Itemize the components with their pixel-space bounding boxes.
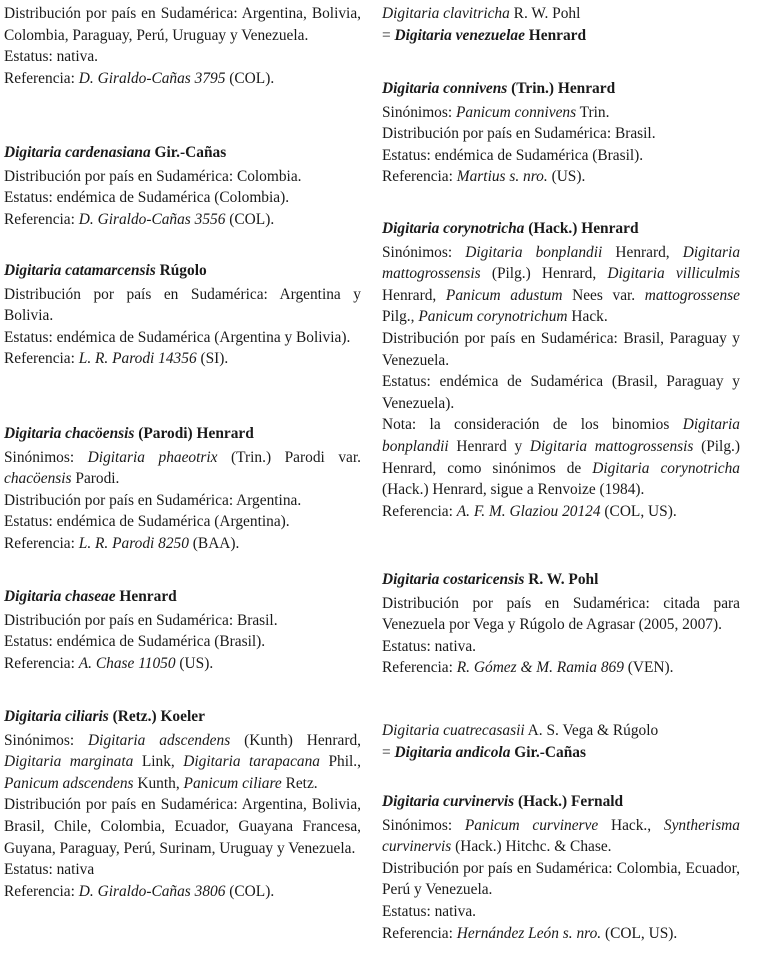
text-segment: Digitaria chacöensis	[4, 425, 135, 442]
text-segment: Estatus: nativa.	[382, 637, 477, 655]
text-segment: Estatus: endémica de Sudamérica (Argentina).	[4, 513, 290, 531]
entry-paragraph	[4, 68, 361, 90]
text-segment: Digitaria connivens	[382, 80, 508, 97]
text-segment: A. F. M. Glaziou 20124	[456, 502, 601, 520]
text-segment: Distribución por país en Sudamérica: Colombia.	[4, 167, 302, 185]
species-entry	[382, 3, 740, 46]
species-entry	[4, 260, 361, 370]
text-segment: (Trin.) Parodi var.	[217, 448, 361, 466]
text-segment: Pilg.,	[382, 308, 419, 326]
text-segment: (COL).	[225, 69, 275, 87]
text-segment: Henrard y	[448, 437, 530, 455]
entry-paragraph	[382, 242, 740, 328]
text-segment: Estatus: endémica de Sudamérica (Brasil).	[4, 633, 266, 651]
entry-paragraph	[382, 815, 740, 858]
text-segment: (Pilg.) Henrard, como sinónimos de	[382, 437, 740, 477]
text-segment: Digitaria costaricensis	[382, 571, 525, 588]
entry-paragraph	[4, 327, 361, 349]
entry-paragraph	[382, 636, 740, 658]
text-segment: Estatus: nativa	[4, 861, 95, 879]
entry-paragraph	[382, 166, 740, 188]
text-segment: Hack.,	[598, 816, 664, 834]
text-segment: Digitaria ciliaris	[4, 708, 109, 725]
text-segment: (Retz.) Koeler	[108, 708, 205, 725]
text-segment: Digitaria corynotricha	[382, 220, 525, 237]
text-segment: Sinónimos:	[4, 731, 89, 749]
text-segment: Gir.-Cañas	[150, 144, 227, 161]
text-segment: Digitaria chaseae	[4, 588, 116, 605]
entry-paragraph	[382, 720, 740, 742]
text-segment: Distribución por país en Sudamérica: Argentina.	[4, 491, 302, 509]
text-segment: Gir.-Cañas	[510, 743, 586, 761]
entry-paragraph	[4, 511, 361, 533]
text-segment: Henrard,	[602, 243, 683, 261]
text-segment: Estatus: nativa.	[4, 48, 99, 66]
text-segment: (US).	[547, 168, 586, 186]
text-segment: Digitaria adscendens	[88, 731, 231, 749]
text-segment: L. R. Parodi 14356	[78, 350, 197, 368]
text-segment: Referencia:	[382, 924, 457, 942]
species-entry	[4, 586, 361, 674]
text-segment: Referencia:	[382, 502, 457, 520]
text-segment: Distribución por país en Sudamérica: Colombia, Ecuador, Perú y Venezuela.	[382, 859, 740, 899]
entry-paragraph	[4, 284, 361, 327]
text-segment: Kunth,	[133, 774, 184, 792]
text-segment: Panicum corynotrichum	[418, 308, 568, 326]
text-segment: Digitaria corynotricha	[592, 459, 740, 477]
text-segment: Digitaria mattogrossensis	[529, 437, 694, 455]
text-segment: Estatus: endémica de Sudamérica (Colombia).	[4, 189, 290, 207]
text-segment: Phil.,	[320, 753, 361, 771]
entry-paragraph	[382, 501, 740, 523]
entry-paragraph	[4, 490, 361, 512]
text-segment: (Hack.) Henrard	[524, 220, 639, 237]
text-segment: Sinónimos:	[382, 816, 465, 834]
text-segment: Referencia:	[4, 69, 79, 87]
entry-paragraph	[382, 371, 740, 414]
text-segment: (VEN).	[623, 659, 674, 677]
entry-paragraph	[4, 166, 361, 188]
text-segment: L. R. Parodi 8250	[78, 534, 189, 552]
entry-paragraph	[382, 328, 740, 371]
entry-paragraph	[4, 46, 361, 68]
text-segment: Digitaria tarapacana	[183, 753, 320, 771]
species-heading	[382, 78, 740, 100]
text-segment: Referencia:	[4, 350, 79, 368]
text-segment: Referencia:	[4, 210, 79, 228]
text-segment: Parodi.	[71, 470, 120, 488]
species-entry	[382, 78, 740, 188]
text-segment: Distribución por país en Sudamérica: Brasil.	[382, 125, 656, 143]
entry-paragraph	[4, 794, 361, 859]
text-segment: (COL, US).	[601, 924, 678, 942]
entry-paragraph	[4, 881, 361, 903]
text-segment: (Parodi) Henrard	[134, 425, 254, 442]
text-segment: Digitaria villiculmis	[607, 265, 740, 283]
text-segment: Nees var.	[562, 286, 645, 304]
text-segment: Panicum ciliare	[183, 774, 282, 792]
text-segment: Rúgolo	[155, 262, 207, 279]
species-entry	[4, 423, 361, 555]
species-entry	[382, 569, 740, 679]
entry-paragraph	[4, 730, 361, 795]
text-segment: Digitaria curvinervis	[382, 793, 515, 810]
text-segment: Martius s. nro.	[456, 168, 548, 186]
entry-paragraph	[4, 209, 361, 231]
text-segment: R. W. Pohl	[524, 571, 599, 588]
text-segment: mattogrossense	[644, 286, 740, 304]
entry-paragraph	[382, 414, 740, 500]
text-segment: Distribución por país en Sudamérica: Argentina y Bolivia.	[4, 285, 361, 325]
text-segment: Digitaria marginata	[4, 753, 134, 771]
entry-paragraph	[382, 593, 740, 636]
species-heading	[4, 706, 361, 728]
text-segment: Digitaria cardenasiana	[4, 144, 151, 161]
text-segment: A. S. Vega & Rúgolo	[524, 722, 659, 739]
text-segment: Syntherisma curvinervis	[382, 816, 740, 856]
text-segment: (Hack.) Hitchc. & Chase.	[451, 838, 612, 856]
text-segment: (Pilg.) Henrard,	[480, 265, 608, 283]
text-segment: chacöensis	[4, 470, 72, 488]
text-segment: Estatus: endémica de Sudamérica (Argentina y Bolivia).	[4, 328, 351, 346]
text-segment: D. Giraldo-Cañas 3795	[78, 69, 226, 87]
entry-paragraph	[4, 859, 361, 881]
entry-paragraph	[4, 610, 361, 632]
text-segment: (Trin.) Henrard	[507, 80, 616, 97]
species-heading	[4, 142, 361, 164]
text-segment: Henrard,	[382, 286, 446, 304]
entry-paragraph	[4, 187, 361, 209]
text-segment: Referencia:	[382, 659, 457, 677]
text-segment: Referencia:	[4, 882, 79, 900]
entry-paragraph	[382, 923, 740, 945]
text-segment: Digitaria venezuelae	[394, 26, 525, 44]
text-segment: Distribución por país en Sudamérica: citada para Venezuela por Vega y Rúgolo de Agrasar (2005, 2007).	[382, 594, 740, 634]
text-segment: Sinónimos:	[382, 243, 466, 261]
text-segment: (BAA).	[188, 534, 240, 552]
text-segment: Digitaria phaeotrix	[87, 448, 218, 466]
entry-paragraph	[4, 3, 361, 46]
text-segment: D. Giraldo-Cañas 3806	[78, 882, 226, 900]
entry-paragraph	[382, 901, 740, 923]
entry-paragraph	[4, 447, 361, 490]
text-segment: (Hack.) Fernald	[514, 793, 624, 810]
text-segment: Digitaria andicola	[394, 743, 511, 761]
text-segment: Digitaria bonplandii	[382, 416, 740, 455]
text-segment: Henrard	[115, 588, 177, 605]
text-segment: Referencia:	[4, 534, 79, 552]
text-segment: Estatus: endémica de Sudamérica (Brasil).	[382, 146, 644, 164]
entry-paragraph	[382, 657, 740, 679]
text-segment: (Hack.) Henrard, sigue a Renvoize (1984).	[382, 481, 645, 499]
entry-paragraph	[4, 533, 361, 555]
text-segment: (Kunth) Henrard,	[230, 731, 362, 749]
text-segment: Panicum connivens	[455, 103, 577, 121]
text-segment: Trin.	[576, 103, 610, 121]
text-segment: Distribución por país en Sudamérica: Argentina, Bolivia, Brasil, Chile, Colombia, Ecuador, Guayana Francesa, Guyana, Paraguay, Perú, Surinam, Uruguay y Venezuela.	[4, 796, 361, 857]
text-segment: Henrard	[524, 26, 587, 44]
species-entry	[4, 706, 361, 902]
text-segment: Sinónimos:	[4, 448, 88, 466]
entry-paragraph	[382, 145, 740, 167]
text-segment: Estatus: endémica de Sudamérica (Brasil, Paraguay y Venezuela).	[382, 373, 740, 412]
text-segment: D. Giraldo-Cañas 3556	[78, 210, 226, 228]
text-segment: Digitaria clavitricha	[382, 5, 510, 22]
entry-paragraph	[382, 25, 740, 47]
text-segment: (COL).	[225, 882, 275, 900]
species-heading	[382, 569, 740, 591]
text-segment: Nota: la consideración de los binomios	[382, 416, 683, 434]
species-entry	[382, 218, 740, 522]
species-entry	[4, 142, 361, 230]
text-segment: Hack.	[567, 308, 608, 326]
entry-paragraph	[4, 631, 361, 653]
text-segment: =	[382, 26, 395, 44]
species-entry	[382, 720, 740, 763]
text-segment: Distribución por país en Sudamérica: Brasil, Paraguay y Venezuela.	[382, 329, 740, 369]
text-segment: (COL, US).	[600, 502, 677, 520]
text-segment: =	[382, 743, 395, 761]
entry-paragraph	[382, 123, 740, 145]
species-heading	[4, 260, 361, 282]
text-segment: Referencia:	[4, 654, 79, 672]
text-segment: Digitaria mattogrossensis	[382, 243, 741, 283]
text-segment: Retz.	[281, 774, 318, 792]
text-segment: Digitaria bonplandii	[465, 243, 603, 261]
text-segment: R. Gómez & M. Ramia 869	[456, 659, 624, 677]
text-segment: (SI).	[196, 350, 229, 368]
text-segment: Link,	[133, 753, 184, 771]
text-segment: Digitaria cuatrecasasii	[382, 722, 525, 739]
entry-paragraph	[382, 858, 740, 901]
species-heading	[382, 218, 740, 240]
species-entry	[382, 791, 740, 944]
species-heading	[4, 423, 361, 445]
entry-paragraph	[382, 742, 740, 764]
entry-paragraph	[4, 653, 361, 675]
text-segment: (US).	[175, 654, 214, 672]
text-segment: R. W. Pohl	[509, 5, 581, 22]
text-segment: Sinónimos:	[382, 103, 456, 121]
text-segment: Distribución por país en Sudamérica: Brasil.	[4, 611, 278, 629]
text-segment: Panicum adustum	[445, 286, 563, 304]
text-segment: Distribución por país en Sudamérica: Argentina, Bolivia, Colombia, Paraguay, Perú, Uruguay y Venezuela.	[4, 5, 361, 44]
text-segment: Panicum adscendens	[4, 774, 134, 792]
text-segment: Estatus: nativa.	[382, 902, 477, 920]
text-segment: Panicum curvinerve	[464, 816, 599, 834]
text-segment: Referencia:	[382, 168, 457, 186]
text-segment: Hernández León s. nro.	[456, 924, 602, 942]
entry-paragraph	[4, 348, 361, 370]
text-segment: (COL).	[225, 210, 275, 228]
entry-paragraph	[382, 102, 740, 124]
text-segment: A. Chase 11050	[78, 654, 176, 672]
species-heading	[382, 791, 740, 813]
entry-paragraph	[382, 3, 740, 25]
species-heading	[4, 586, 361, 608]
species-entry	[4, 3, 361, 89]
text-segment: Digitaria catamarcensis	[4, 262, 156, 279]
